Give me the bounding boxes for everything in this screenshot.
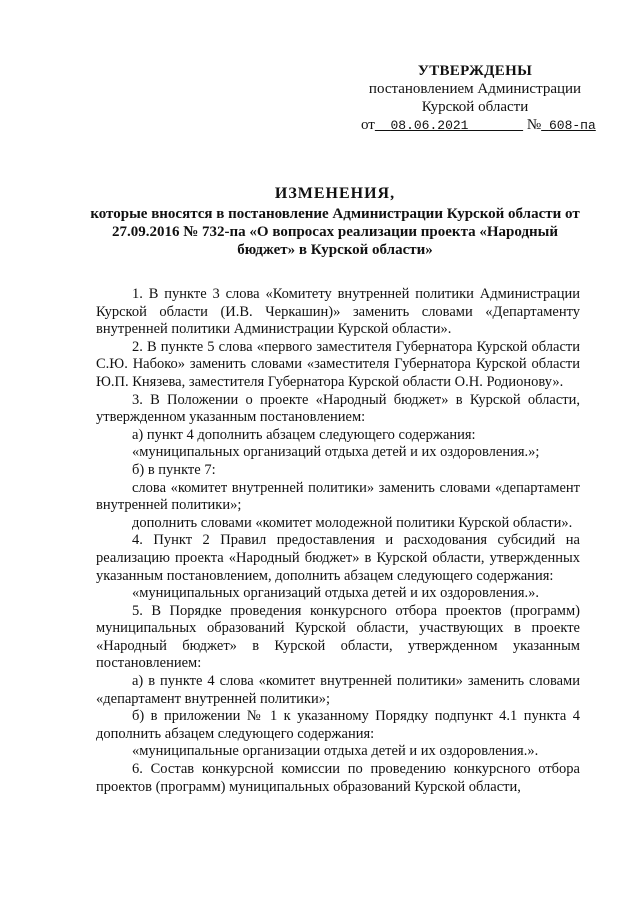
paragraph: 6. Состав конкурсной комиссии по проведению конкурсного отбора проектов (программ) муниципальных образований Курской области, xyxy=(96,761,580,795)
approval-stamp xyxy=(360,62,596,135)
paragraph: дополнить словами «комитет молодежной политики Курской области». xyxy=(132,514,573,531)
document-body xyxy=(96,286,580,796)
paragraph: 5. В Порядке проведения конкурсного отбора проектов (программ) муниципальных образований Курской области, участвующих в проекте «Народный бюджет» в Курской области, утвержденном указанным постановлением: xyxy=(96,602,580,672)
paragraph: а) пункт 4 дополнить абзацем следующего содержания: xyxy=(132,426,476,443)
document-subtitle: которые вносятся в постановление Администрации Курской области от 27.09.2016 № 732-па «О вопросах реализации проекта «Народный бюджет» в Курской области» xyxy=(90,206,580,258)
approval-line-2: Курской области xyxy=(421,99,529,115)
approval-date-number-line xyxy=(360,116,596,135)
paragraph: 1. В пункте 3 слова «Комитету внутренней политики Администрации Курской области (И.В. Черкашин)» заменить словами «Департаменту внутренней политики Администрации Курской области». xyxy=(96,286,580,338)
approval-heading: УТВЕРЖДЕНЫ xyxy=(417,63,533,79)
paragraph: «муниципальных организаций отдыха детей и их оздоровления.»; xyxy=(132,444,540,461)
paragraph: 2. В пункте 5 слова «первого заместителя Губернатора Курской области С.Ю. Набоко» заменить словами «заместителя Губернатора Курской области Ю.П. Князева, заместителя Губернатора Курской области О.Н. Родионову». xyxy=(96,338,580,390)
paragraph: а) в пункте 4 слова «комитет внутренней политики» заменить словами «департамент внутренней политики»; xyxy=(96,673,580,707)
number-sign: № xyxy=(526,117,542,133)
date-fill xyxy=(375,118,523,133)
paragraph: «муниципальных организаций отдыха детей и их оздоровления.». xyxy=(132,585,540,602)
paragraph: 3. В Положении о проекте «Народный бюджет» в Курской области, утвержденном указанным постановлением: xyxy=(96,391,580,426)
number-fill xyxy=(541,118,596,133)
date-value: 08.06.2021 xyxy=(390,118,469,133)
paragraph: 4. Пункт 2 Правил предоставления и расходования субсидий на реализацию проекта «Народный бюджет» в Курской области, утвержденных указанным постановлением, дополнить абзацем следующего содержания: xyxy=(96,532,580,584)
paragraph: слова «комитет внутренней политики» заменить словами «департамент внутренней политики»; xyxy=(96,479,580,514)
number-value: 608-па xyxy=(548,118,596,133)
date-prefix: от xyxy=(361,117,375,133)
paragraph: «муниципальные организации отдыха детей и их оздоровления.». xyxy=(132,743,539,760)
approval-line-1: постановлением Администрации xyxy=(368,81,582,97)
document-title-block xyxy=(90,184,580,259)
paragraph: б) в пункте 7: xyxy=(132,461,216,478)
paragraph: б) в приложении № 1 к указанному Порядку подпункт 4.1 пункта 4 дополнить абзацем следующего содержания: xyxy=(96,708,580,742)
document-title: ИЗМЕНЕНИЯ, xyxy=(274,185,396,202)
